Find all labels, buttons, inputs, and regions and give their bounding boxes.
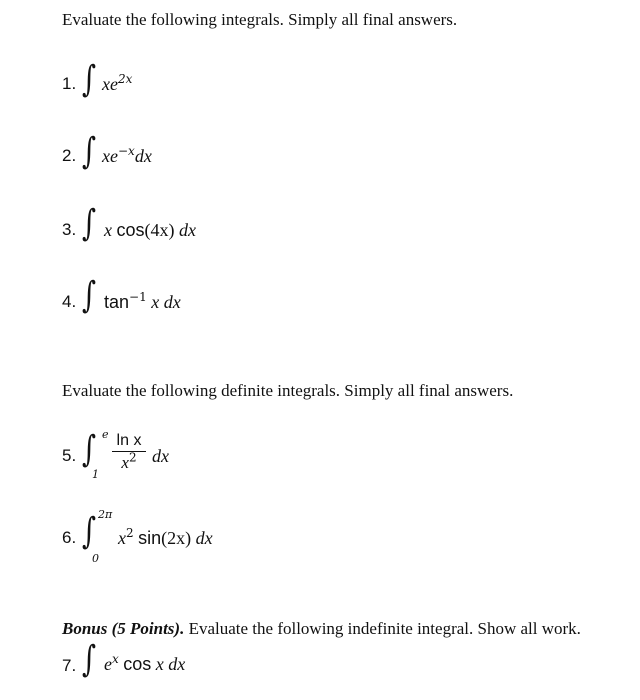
denominator bbox=[121, 450, 137, 472]
integrand bbox=[102, 74, 132, 95]
base: e bbox=[104, 654, 112, 674]
bonus-text: Evaluate the following indefinite integral. Show all work. bbox=[184, 619, 581, 638]
function-name: cos bbox=[116, 220, 145, 240]
function-argument: (2x) bbox=[161, 528, 192, 548]
integral-sign: ∫ bbox=[82, 275, 97, 316]
problem-number: 4. bbox=[62, 292, 77, 311]
integrand bbox=[102, 146, 152, 167]
problem-number: 3. bbox=[62, 220, 77, 239]
integral-sign: ∫ bbox=[82, 203, 97, 244]
problem-number: 1. bbox=[62, 74, 77, 93]
integrand-base: xe bbox=[102, 74, 118, 94]
lead-exponent: 2 bbox=[126, 526, 134, 540]
function-name: tan bbox=[104, 292, 130, 312]
differential: dx bbox=[163, 292, 181, 312]
integral-sign: ∫ bbox=[82, 59, 97, 100]
exponent: −1 bbox=[129, 290, 147, 304]
integrand-base: xe bbox=[102, 146, 118, 166]
integral-sign: ∫ bbox=[82, 131, 97, 172]
problem-1 bbox=[62, 59, 622, 122]
integrand bbox=[104, 220, 196, 241]
integral-sign: ∫ bbox=[82, 639, 97, 680]
upper-limit: 2π bbox=[98, 508, 113, 521]
numerator: ln x bbox=[116, 432, 142, 449]
tail-variable: x bbox=[151, 292, 160, 312]
problem-7 bbox=[62, 640, 622, 700]
problem-3 bbox=[62, 203, 622, 266]
function-name: sin bbox=[138, 528, 162, 548]
differential: dx bbox=[134, 146, 152, 166]
integrand bbox=[118, 528, 213, 549]
upper-limit: e bbox=[102, 428, 109, 441]
integral-sign: ∫ bbox=[82, 511, 97, 552]
lead-variable: x bbox=[104, 220, 112, 240]
bonus-label: Bonus (5 Points). bbox=[62, 619, 185, 638]
lower-limit: 0 bbox=[92, 552, 99, 565]
integrand bbox=[104, 654, 185, 675]
problem-number: 5. bbox=[62, 446, 77, 465]
function-name: cos bbox=[123, 654, 152, 674]
denominator-base: x bbox=[121, 453, 129, 472]
problem-number: 2. bbox=[62, 146, 77, 165]
exponent: −x bbox=[117, 144, 135, 158]
denominator-exponent: 2 bbox=[128, 450, 137, 465]
function-argument: (4x) bbox=[144, 220, 175, 240]
tail-variable: x bbox=[155, 654, 164, 674]
differential: dx bbox=[195, 528, 213, 548]
differential: dx bbox=[168, 654, 186, 674]
bonus-instruction bbox=[62, 619, 581, 639]
section2-instruction: Evaluate the following definite integrals. Simply all final answers. bbox=[62, 381, 514, 400]
integrand bbox=[104, 292, 181, 313]
exponent: x bbox=[112, 652, 119, 666]
fraction bbox=[112, 430, 146, 473]
problem-number: 6. bbox=[62, 528, 77, 547]
problem-5 bbox=[62, 428, 622, 488]
problem-6 bbox=[62, 508, 622, 568]
lead-variable: x bbox=[118, 528, 126, 548]
problem-number: 7. bbox=[62, 656, 77, 675]
problem-4 bbox=[62, 275, 622, 338]
differential: dx bbox=[152, 446, 169, 466]
differential: dx bbox=[179, 220, 197, 240]
problem-2 bbox=[62, 131, 622, 194]
integral-sign: ∫ bbox=[82, 429, 97, 470]
section1-instruction: Evaluate the following integrals. Simply all final answers. bbox=[62, 10, 458, 29]
exponent: 2x bbox=[117, 72, 133, 86]
lower-limit: 1 bbox=[92, 468, 99, 481]
